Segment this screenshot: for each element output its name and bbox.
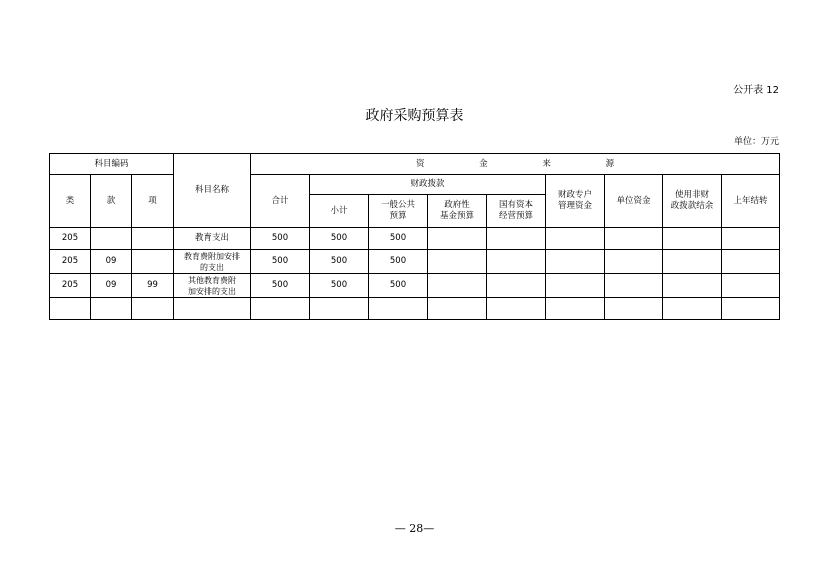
- header-row-2: [50, 175, 780, 195]
- table-row: [50, 250, 780, 274]
- header-fiscal-appropriation: 财政拨款: [310, 175, 546, 195]
- cell-empty: [487, 274, 546, 298]
- header-total: 合计: [251, 175, 310, 228]
- cell-empty: [605, 250, 663, 274]
- header-non-fiscal-balance: 使用非财 政拨款结余: [663, 175, 722, 228]
- header-subtotal: 小计: [310, 195, 369, 228]
- cell-kuan: [91, 228, 132, 250]
- cell-empty: [722, 274, 780, 298]
- cell-subtotal: 500: [310, 274, 369, 298]
- cell-xiang: 99: [132, 274, 174, 298]
- cell-lei: 205: [50, 228, 91, 250]
- header-subject-name: 科目名称: [174, 154, 251, 228]
- cell-general-public: 500: [369, 250, 428, 274]
- cell-total: 500: [251, 228, 310, 250]
- page-title: 政府采购预算表: [365, 108, 464, 124]
- cell-empty: [722, 228, 780, 250]
- cell-empty: [605, 274, 663, 298]
- cell-empty: [663, 250, 722, 274]
- page-number: — 28—: [394, 522, 435, 535]
- table-row-empty: [50, 298, 780, 320]
- cell-xiang: [132, 250, 174, 274]
- cell-kuan: 09: [91, 250, 132, 274]
- header-xiang: 项: [132, 175, 174, 228]
- cell-subtotal: 500: [310, 250, 369, 274]
- cell-empty: [722, 250, 780, 274]
- cell-empty: [487, 228, 546, 250]
- cell-subtotal: 500: [310, 228, 369, 250]
- table-row: [50, 228, 780, 250]
- cell-empty: [546, 250, 605, 274]
- procurement-budget-table: [49, 153, 780, 320]
- header-kuan: 款: [91, 175, 132, 228]
- header-state-capital-budget: 国有资本 经营预算: [487, 195, 546, 228]
- cell-empty: [487, 250, 546, 274]
- header-government-fund-budget: 政府性 基金预算: [428, 195, 487, 228]
- cell-empty: [663, 274, 722, 298]
- header-carry-over: 上年结转: [722, 175, 780, 228]
- header-special-fund: 财政专户 管理资金: [546, 175, 605, 228]
- header-row-1: [50, 154, 780, 175]
- cell-kuan: 09: [91, 274, 132, 298]
- cell-subject-name: 其他教育费附 加安排的支出: [174, 274, 251, 298]
- cell-empty: [428, 250, 487, 274]
- cell-xiang: [132, 228, 174, 250]
- header-unit-fund: 单位资金: [605, 175, 663, 228]
- cell-empty: [663, 228, 722, 250]
- cell-empty: [428, 228, 487, 250]
- cell-total: 500: [251, 250, 310, 274]
- cell-subject-name: 教育支出: [174, 228, 251, 250]
- cell-general-public: 500: [369, 274, 428, 298]
- cell-general-public: 500: [369, 228, 428, 250]
- form-number: 公开表 12: [733, 85, 779, 96]
- cell-lei: 205: [50, 250, 91, 274]
- header-general-public-budget: 一般公共 预算: [369, 195, 428, 228]
- cell-empty: [546, 274, 605, 298]
- table-row: [50, 274, 780, 298]
- cell-subject-name: 教育费附加安排 的支出: [174, 250, 251, 274]
- header-code-group: 科目编码: [50, 154, 174, 175]
- header-funding-source: 资 金 来 源: [251, 154, 780, 175]
- unit-label: 单位：万元: [733, 137, 779, 147]
- cell-empty: [605, 228, 663, 250]
- cell-empty: [546, 228, 605, 250]
- cell-lei: 205: [50, 274, 91, 298]
- header-lei: 类: [50, 175, 91, 228]
- cell-empty: [428, 274, 487, 298]
- cell-total: 500: [251, 274, 310, 298]
